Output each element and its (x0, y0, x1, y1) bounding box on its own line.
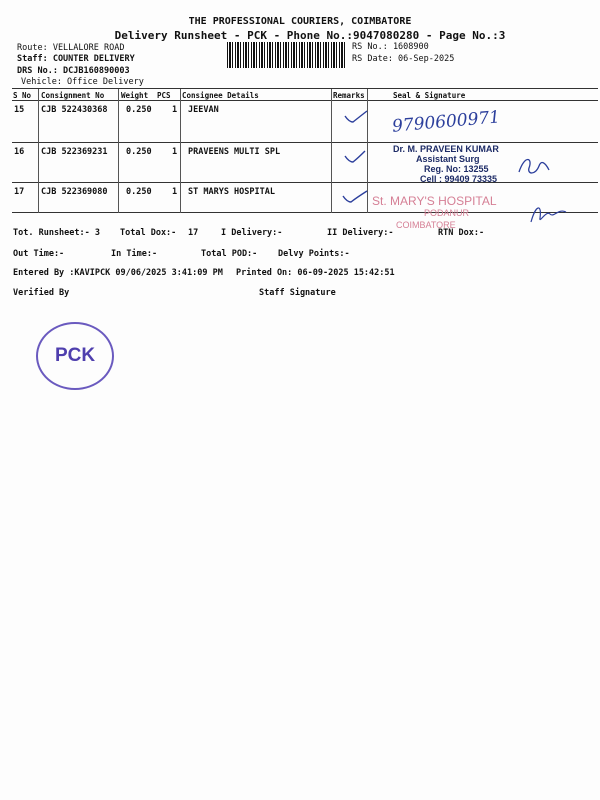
hospital-stamp-line1: St. MARY'S HOSPITAL (372, 194, 497, 208)
row-weight: 0.250 (126, 147, 152, 157)
signature-icon (528, 200, 568, 226)
row-consignee: PRAVEENS MULTI SPL (188, 147, 281, 157)
runsheet-title: Delivery Runsheet - PCK - Phone No.:9047080280 - Page No.:3 (114, 29, 506, 42)
handwritten-phone: 9790600971 (391, 107, 501, 137)
check-mark-icon (344, 110, 368, 124)
printed-on: Printed On: 06-09-2025 15:42:51 (236, 268, 395, 278)
doctor-stamp-reg: Reg. No: 13255 (424, 164, 489, 174)
header-weight: Weight (121, 91, 149, 100)
row-pcs: 1 (172, 147, 178, 157)
row-consignee: JEEVAN (188, 105, 219, 115)
doctor-stamp-name: Dr. M. PRAVEEN KUMAR (393, 144, 499, 154)
total-dox-value: 17 (188, 228, 199, 238)
vehicle: Vehicle: Office Delivery (21, 77, 144, 87)
column-divider (38, 89, 39, 213)
check-mark-icon (342, 190, 368, 204)
row-sno: 15 (14, 105, 25, 115)
entered-by: Entered By :KAVIPCK 09/06/2025 3:41:09 PM (13, 268, 223, 278)
drs-number: DRS No.: DCJB160890003 (17, 66, 130, 76)
row-consignment: CJB 522430368 (41, 105, 108, 115)
route: Route: VELLALORE ROAD (17, 43, 125, 53)
total-pod: Total POD:- (201, 249, 258, 259)
header-consignment: Consignment No (41, 91, 105, 100)
row-pcs: 1 (172, 105, 178, 115)
row-consignee: ST MARYS HOSPITAL (188, 187, 275, 197)
table-top-border (12, 88, 598, 89)
staff-signature: Staff Signature (259, 288, 336, 298)
column-divider (180, 89, 181, 213)
ii-delivery: II Delivery:- (327, 228, 394, 238)
in-time: In Time:- (111, 249, 158, 259)
row-pcs: 1 (172, 187, 178, 197)
row-weight: 0.250 (126, 105, 152, 115)
column-divider (331, 89, 332, 213)
total-dox-label: Total Dox:- (120, 228, 177, 238)
header-seal-signature: Seal & Signature (393, 91, 466, 100)
rtn-dox: RTN Dox:- (438, 228, 485, 238)
hospital-stamp-line2: PODANUR (424, 208, 470, 218)
pck-stamp: PCK (36, 322, 114, 390)
header-pcs: PCS (157, 91, 171, 100)
doctor-stamp-cell: Cell : 99409 73335 (420, 174, 498, 184)
table-bottom-border (12, 212, 598, 213)
signature-icon (515, 152, 551, 180)
check-mark-icon (344, 150, 366, 164)
out-time: Out Time:- (13, 249, 65, 259)
row-consignment: CJB 522369080 (41, 187, 108, 197)
doctor-stamp-title: Assistant Surg (416, 154, 480, 164)
row-divider (12, 142, 598, 143)
header-remarks: Remarks (333, 91, 365, 100)
row-weight: 0.250 (126, 187, 152, 197)
delivery-points: Delvy Points:- (278, 249, 350, 259)
rs-number: RS No.: 1608900 (352, 42, 429, 52)
total-runsheet: Tot. Runsheet:- 3 (13, 228, 100, 238)
company-title: THE PROFESSIONAL COURIERS, COIMBATORE (188, 16, 412, 27)
row-divider (12, 182, 598, 183)
row-sno: 17 (14, 187, 25, 197)
header-consignee: Consignee Details (182, 91, 259, 100)
staff: Staff: COUNTER DELIVERY (17, 54, 135, 64)
header-bottom-border (12, 100, 598, 101)
row-sno: 16 (14, 147, 25, 157)
row-consignment: CJB 522369231 (41, 147, 108, 157)
barcode (227, 42, 347, 68)
verified-by: Verified By (13, 288, 70, 298)
column-divider (118, 89, 119, 213)
header-sno: S No (13, 91, 32, 100)
hospital-stamp-line3: COIMBATORE (396, 220, 456, 230)
i-delivery: I Delivery:- (221, 228, 283, 238)
rs-date: RS Date: 06-Sep-2025 (352, 54, 455, 64)
